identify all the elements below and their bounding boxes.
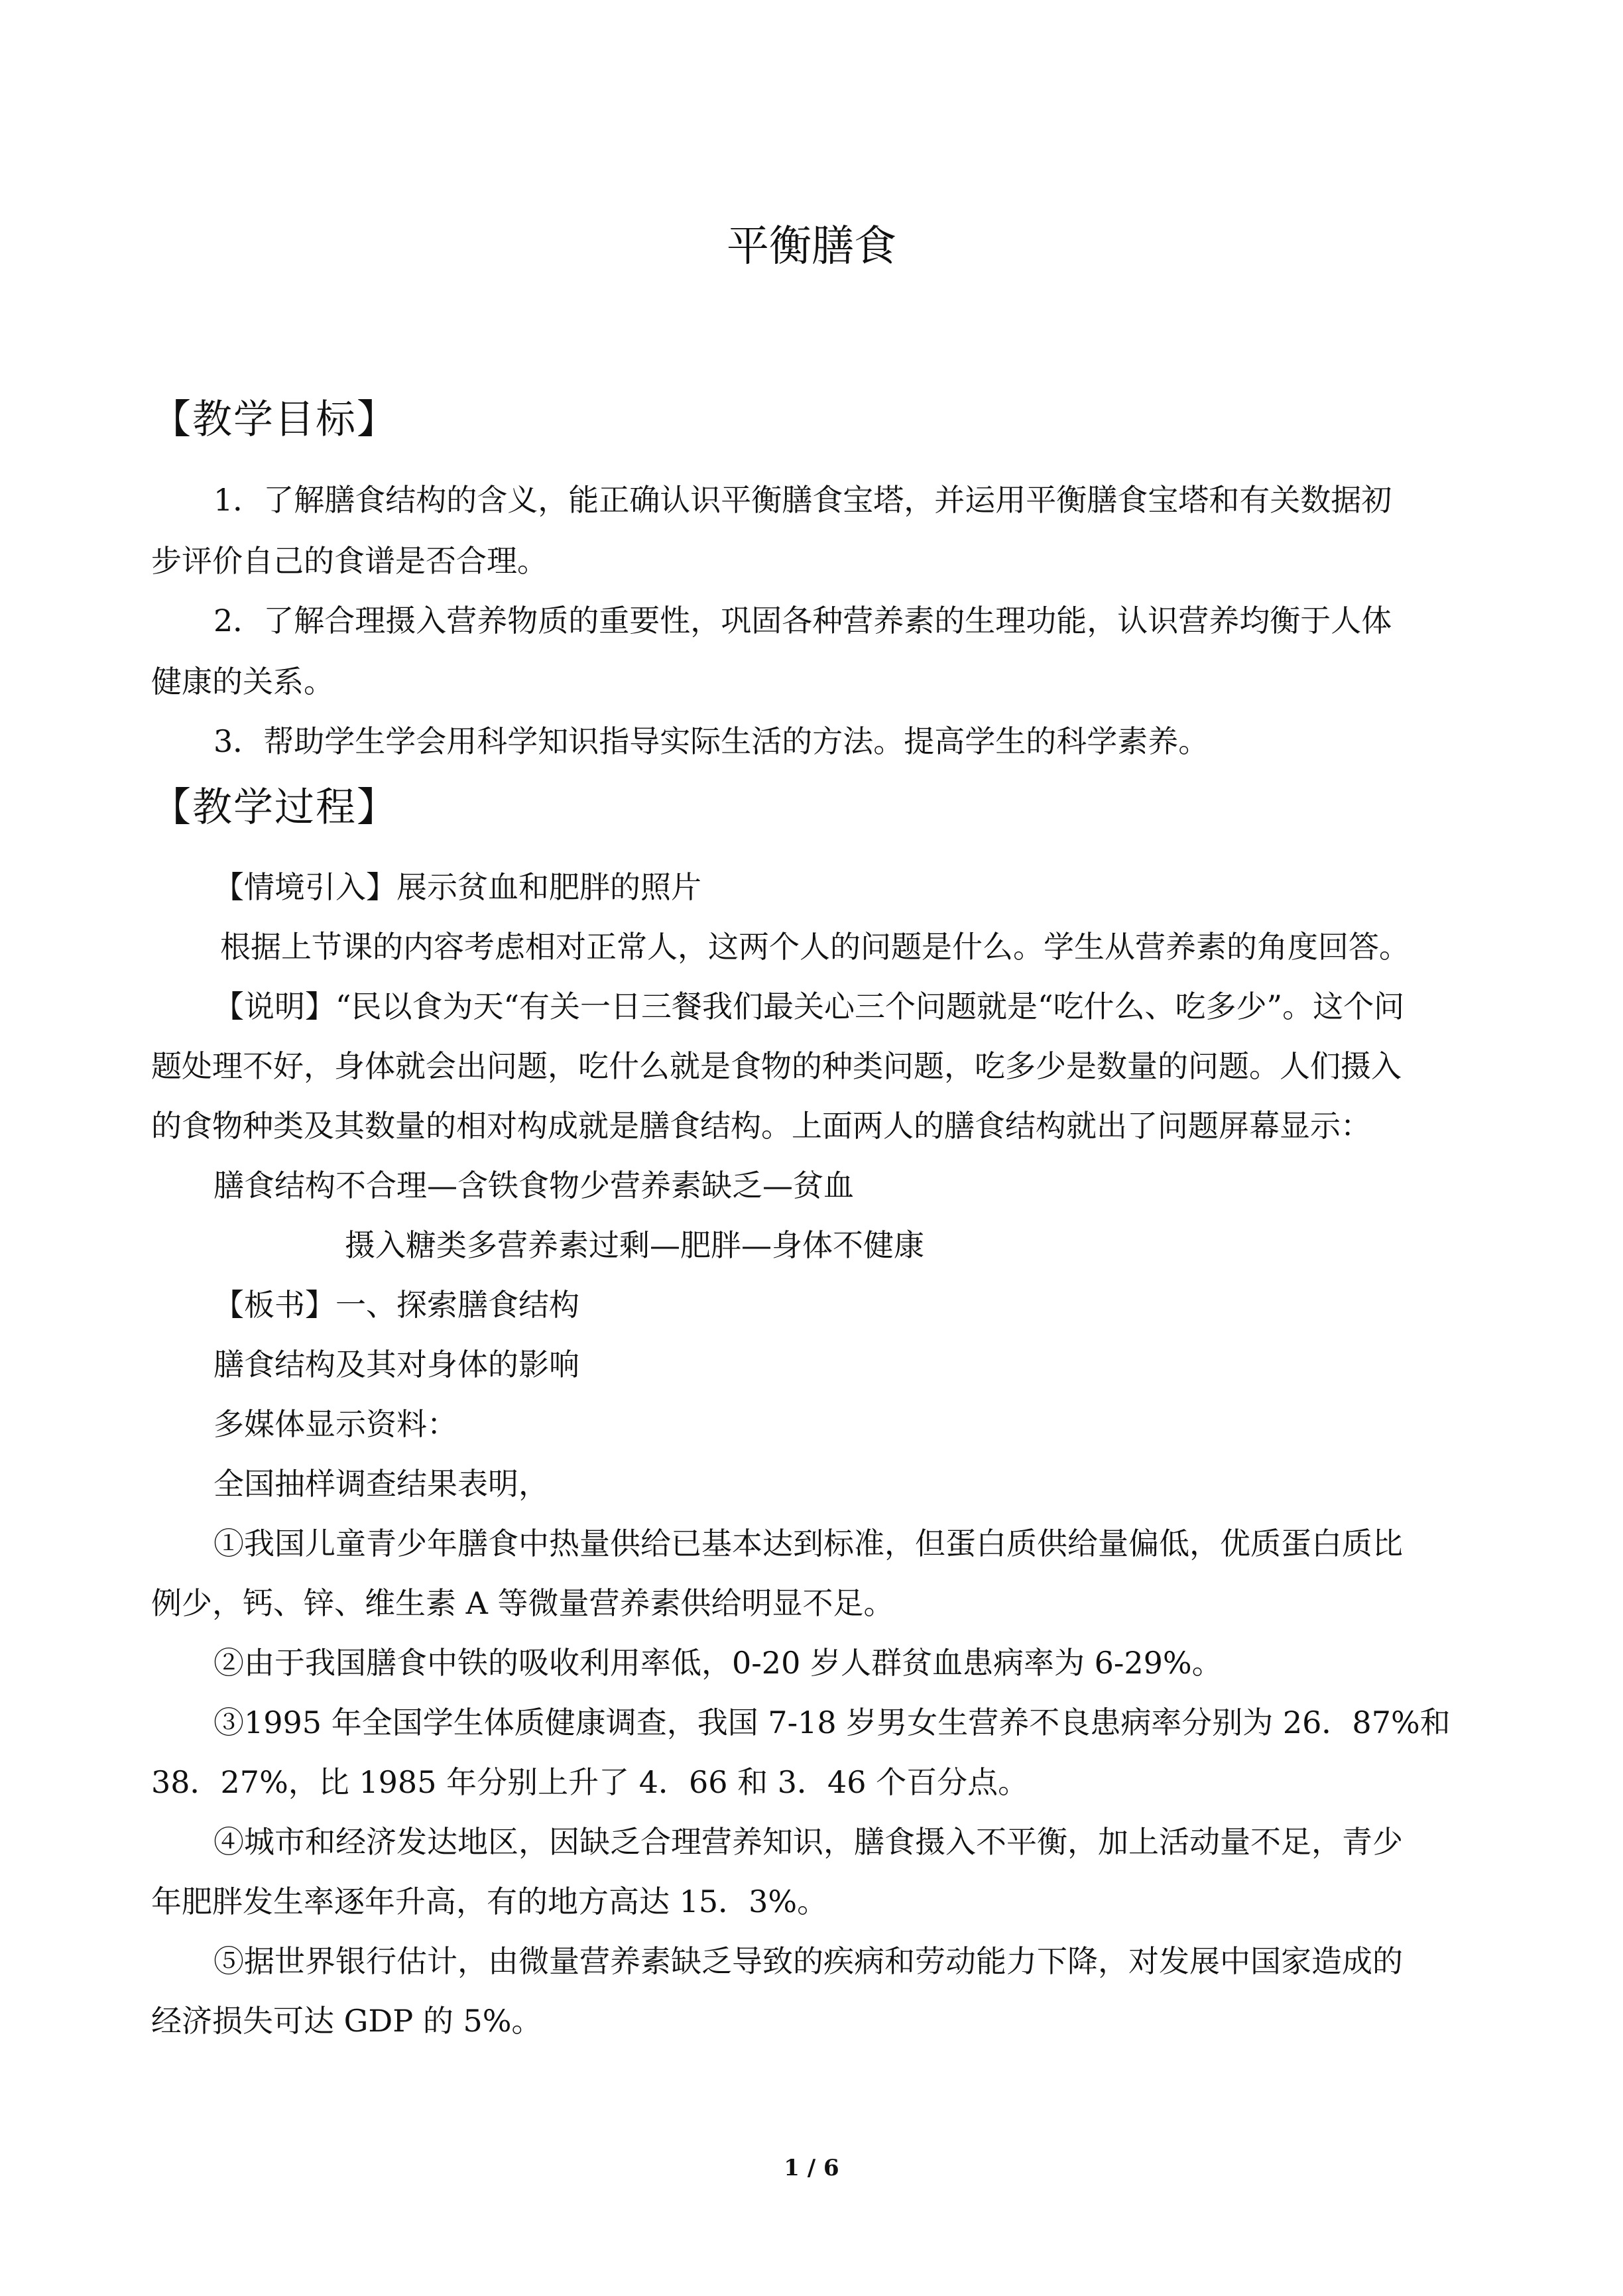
cause-chain-1: 膳食结构不合理—含铁食物少营养素缺乏—贫血	[213, 1168, 854, 1203]
survey-item-5-line-1: ⑤据世界银行估计，由微量营养素缺乏导致的疾病和劳动能力下降，对发展中国家造成的	[213, 1943, 1403, 1979]
survey-item-2: ②由于我国膳食中铁的吸收利用率低，0-20 岁人群贫血患病率为 6-29%。	[213, 1645, 1223, 1681]
objective-3: 3．帮助学生学会用科学知识指导实际生活的方法。提高学生的科学素养。	[213, 723, 1209, 759]
survey-item-3-line-2: 38．27%，比 1985 年分别上升了 4．66 和 3．46 个百分点。	[151, 1764, 1029, 1800]
paragraph-explain-line-1: 【说明】“民以食为天“有关一日三餐我们最关心三个问题就是“吃什么、吃多少”。这个问	[213, 989, 1405, 1024]
survey-item-5-line-2: 经济损失可达 GDP 的 5%。	[151, 2003, 542, 2039]
objective-2-line-2: 健康的关系。	[151, 664, 334, 699]
survey-item-4-line-1: ④城市和经济发达地区，因缺乏合理营养知识，膳食摄入不平衡，加上活动量不足，青少	[213, 1824, 1403, 1860]
board-heading: 【板书】一、探索膳食结构	[213, 1287, 579, 1323]
objective-2-line-1: 2．了解合理摄入营养物质的重要性，巩固各种营养素的生理功能，认识营养均衡于人体	[213, 603, 1392, 638]
paragraph-question: 根据上节课的内容考虑相对正常人，这两个人的问题是什么。学生从营养素的角度回答。	[220, 929, 1410, 965]
media-label: 多媒体显示资料：	[213, 1406, 457, 1442]
survey-item-1-line-2: 例少，钙、锌、维生素 A 等微量营养素供给明显不足。	[151, 1585, 894, 1621]
survey-item-3-line-1: ③1995 年全国学生体质健康调查，我国 7-18 岁男女生营养不良患病率分别为 26．87%和	[213, 1705, 1451, 1740]
board-subtitle: 膳食结构及其对身体的影响	[213, 1347, 579, 1382]
survey-item-1-line-1: ①我国儿童青少年膳食中热量供给已基本达到标准，但蛋白质供给量偏低，优质蛋白质比	[213, 1526, 1403, 1561]
objective-1-line-1: 1．了解膳食结构的含义，能正确认识平衡膳食宝塔，并运用平衡膳食宝塔和有关数据初	[213, 482, 1392, 518]
paragraph-explain-line-3: 的食物种类及其数量的相对构成就是膳食结构。上面两人的膳食结构就出了问题屏幕显示：	[151, 1108, 1371, 1144]
page-number: 1 / 6	[784, 2155, 839, 2181]
paragraph-intro: 【情境引入】展示贫血和肥胖的照片	[213, 869, 701, 905]
survey-item-4-line-2: 年肥胖发生率逐年升高，有的地方高达 15．3%。	[151, 1884, 828, 1919]
section-heading-process: 【教学过程】	[151, 784, 398, 831]
objective-1-line-2: 步评价自己的食谱是否合理。	[151, 543, 548, 579]
cause-chain-2: 摄入糖类多营养素过剩—肥胖—身体不健康	[345, 1227, 924, 1263]
document-title: 平衡膳食	[727, 222, 896, 271]
paragraph-explain-line-2: 题处理不好，身体就会出问题，吃什么就是食物的种类问题，吃多少是数量的问题。人们摄入	[151, 1048, 1402, 1084]
section-heading-objectives: 【教学目标】	[151, 396, 398, 443]
survey-intro: 全国抽样调查结果表明，	[213, 1466, 549, 1502]
